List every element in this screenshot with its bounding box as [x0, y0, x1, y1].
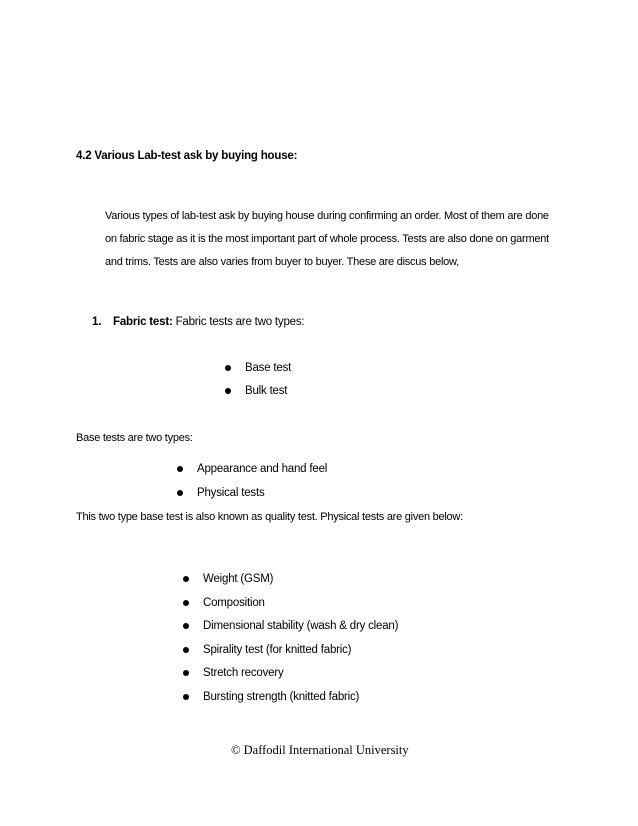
- list-item-text: Weight (GSM): [203, 573, 274, 585]
- list-item-text: Dimensional stability (wash & dry clean): [203, 620, 399, 632]
- fabric-test-text: Fabric tests are two types:: [172, 316, 305, 328]
- bullet-icon: [183, 647, 189, 653]
- list-item-bursting-strength: [183, 691, 359, 703]
- list-item-text: Stretch recovery: [203, 667, 284, 679]
- list-item-base-test: [225, 362, 291, 374]
- list-item-spirality: [183, 644, 351, 656]
- bullet-icon: [225, 388, 231, 394]
- list-number: 1.: [92, 316, 102, 328]
- fabric-test-item: [92, 316, 304, 328]
- list-item-text: Bursting strength (knitted fabric): [203, 691, 360, 703]
- bullet-icon: [183, 576, 189, 582]
- fabric-test-label: Fabric test:: [113, 316, 173, 328]
- list-item-composition: [183, 597, 265, 609]
- list-item-text: Bulk test: [245, 385, 288, 397]
- bullet-icon: [183, 600, 189, 606]
- bullet-icon: [183, 623, 189, 629]
- list-item-appearance: [177, 463, 327, 475]
- list-item-text: Spirality test (for knitted fabric): [203, 644, 352, 656]
- list-item-text: Physical tests: [197, 487, 265, 499]
- base-tests-intro: Base tests are two types:: [76, 432, 193, 444]
- paragraph-line-3: and trims. Tests are also varies from buyer to buyer. These are discus below,: [105, 256, 459, 268]
- list-item-bulk-test: [225, 385, 287, 397]
- list-item-dimensional-stability: [183, 620, 398, 632]
- bullet-icon: [183, 670, 189, 676]
- list-item-physical-tests: [177, 487, 265, 499]
- bullet-icon: [225, 365, 231, 371]
- list-item-weight: [183, 573, 273, 585]
- base-tests-note: This two type base test is also known as quality test. Physical tests are given below:: [76, 511, 463, 523]
- list-item-stretch-recovery: [183, 667, 284, 679]
- section-heading: 4.2 Various Lab-test ask by buying house:: [76, 150, 298, 162]
- paragraph-line-2: on fabric stage as it is the most important part of whole process. Tests are also done on garment: [105, 233, 549, 245]
- page-footer: © Daffodil International University: [231, 743, 409, 757]
- bullet-icon: [183, 694, 189, 700]
- list-item-text: Base test: [245, 362, 292, 374]
- paragraph-line-1: Various types of lab-test ask by buying house during confirming an order. Most of them are done: [105, 210, 549, 222]
- bullet-icon: [177, 490, 183, 496]
- list-item-text: Composition: [203, 597, 265, 609]
- list-item-text: Appearance and hand feel: [197, 463, 328, 475]
- bullet-icon: [177, 466, 183, 472]
